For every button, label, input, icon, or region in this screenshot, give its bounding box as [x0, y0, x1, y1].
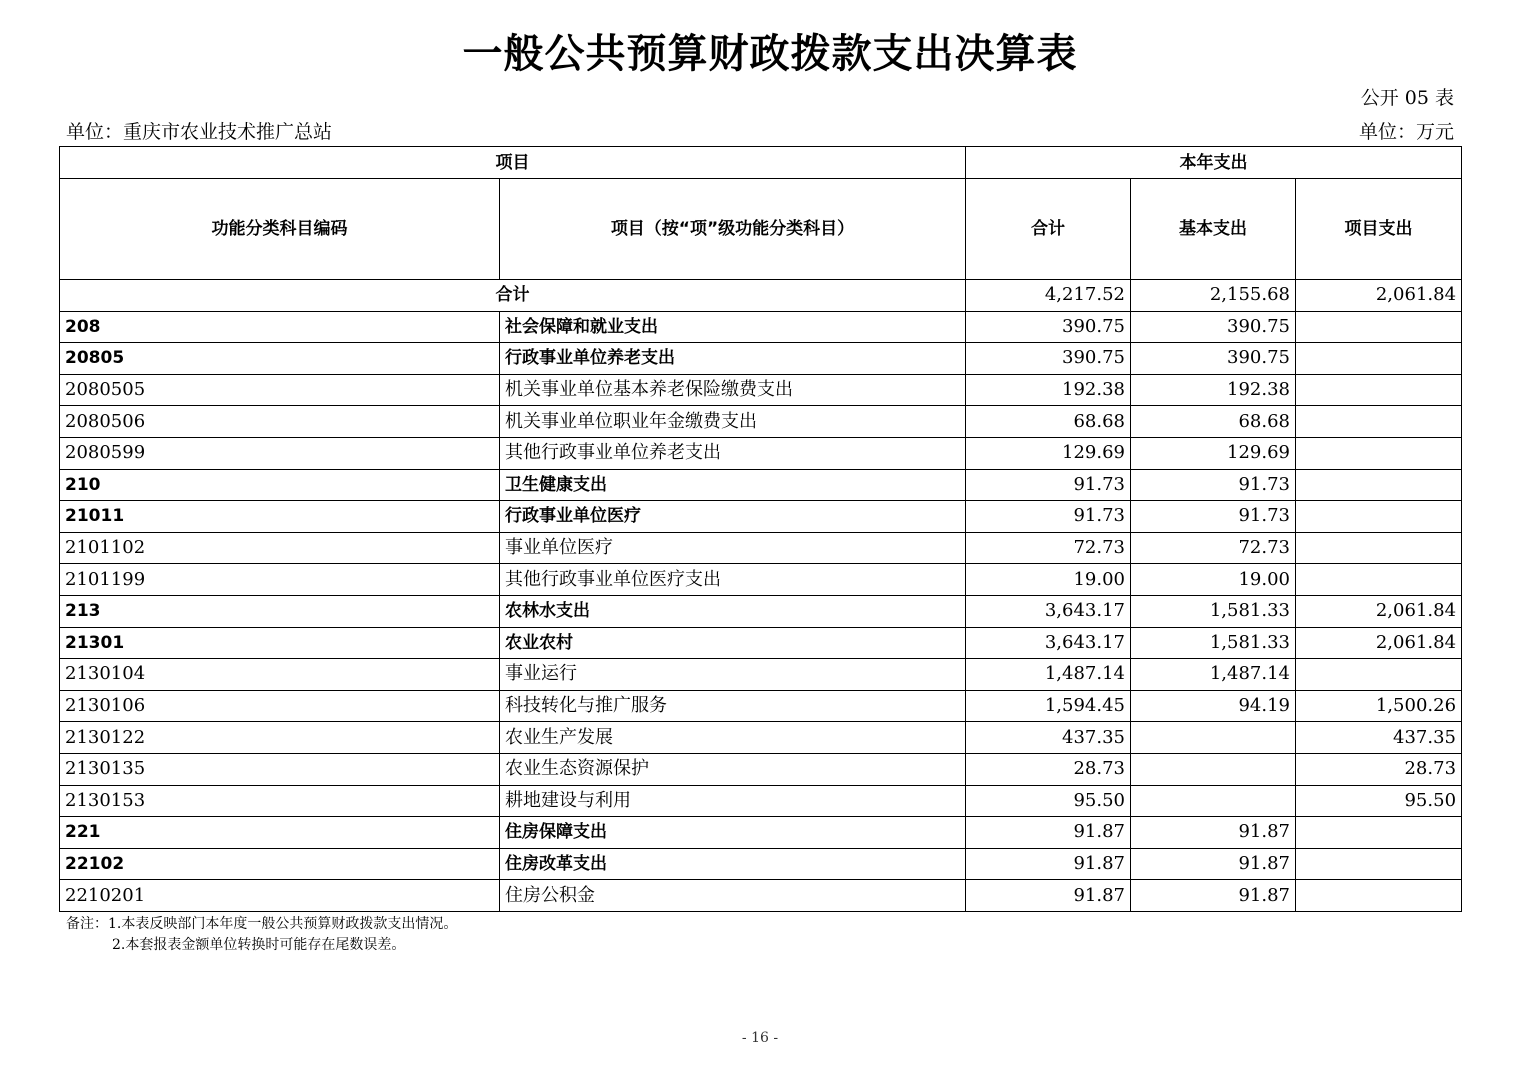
- row-total: 91.87: [966, 880, 1131, 912]
- row-project: [1296, 659, 1462, 691]
- row-project: [1296, 311, 1462, 343]
- row-code: 2130122: [60, 722, 500, 754]
- page-title: 一般公共预算财政拨款支出决算表: [462, 31, 1078, 77]
- row-name: 其他行政事业单位医疗支出: [500, 564, 966, 596]
- total-project: 2,061.84: [1296, 280, 1462, 312]
- row-basic: 1,581.33: [1131, 627, 1296, 659]
- row-project: 95.50: [1296, 785, 1462, 817]
- row-code: 2101102: [60, 532, 500, 564]
- row-basic: 91.87: [1131, 848, 1296, 880]
- row-total: 72.73: [966, 532, 1131, 564]
- row-code: 221: [60, 817, 500, 849]
- row-total: 68.68: [966, 406, 1131, 438]
- row-name: 农业生产发展: [500, 722, 966, 754]
- table-row: [60, 374, 1462, 406]
- row-project: [1296, 817, 1462, 849]
- row-project: [1296, 532, 1462, 564]
- table-row: [60, 848, 1462, 880]
- note-2: 2.本套报表金额单位转换时可能存在尾数误差。: [112, 937, 406, 953]
- row-code: 21301: [60, 627, 500, 659]
- row-name: 住房改革支出: [500, 848, 966, 880]
- header-project: 项目支出: [1296, 179, 1462, 280]
- table-row: [60, 880, 1462, 912]
- row-total: 91.87: [966, 848, 1131, 880]
- row-project: [1296, 848, 1462, 880]
- row-basic: 91.73: [1131, 501, 1296, 533]
- row-project: [1296, 880, 1462, 912]
- row-basic: [1131, 722, 1296, 754]
- table-number: 公开 05 表: [1360, 87, 1454, 109]
- total-amount: 4,217.52: [966, 280, 1131, 312]
- table-row: [60, 532, 1462, 564]
- row-total: 437.35: [966, 722, 1131, 754]
- row-code: 2101199: [60, 564, 500, 596]
- row-total: 28.73: [966, 753, 1131, 785]
- row-code: 2130135: [60, 753, 500, 785]
- row-basic: 129.69: [1131, 437, 1296, 469]
- row-code: 22102: [60, 848, 500, 880]
- table-row: [60, 690, 1462, 722]
- table-row: [60, 817, 1462, 849]
- table-row: [60, 437, 1462, 469]
- row-total: 91.73: [966, 501, 1131, 533]
- header-row-top: [60, 147, 1462, 179]
- row-code: 210: [60, 469, 500, 501]
- row-name: 行政事业单位养老支出: [500, 343, 966, 375]
- row-total: 19.00: [966, 564, 1131, 596]
- header-item: 项目: [60, 147, 966, 179]
- row-project: [1296, 469, 1462, 501]
- expenditure-table: [59, 146, 1462, 912]
- table-row: [60, 564, 1462, 596]
- row-project: [1296, 501, 1462, 533]
- row-basic: 1,581.33: [1131, 595, 1296, 627]
- row-total: 390.75: [966, 311, 1131, 343]
- row-project: 2,061.84: [1296, 627, 1462, 659]
- row-basic: [1131, 753, 1296, 785]
- table-row: [60, 469, 1462, 501]
- row-name: 行政事业单位医疗: [500, 501, 966, 533]
- row-code: 2080506: [60, 406, 500, 438]
- row-code: 2130104: [60, 659, 500, 691]
- row-total: 129.69: [966, 437, 1131, 469]
- row-basic: 192.38: [1131, 374, 1296, 406]
- row-project: 2,061.84: [1296, 595, 1462, 627]
- page-number: - 16 -: [741, 1030, 779, 1046]
- table-row: [60, 659, 1462, 691]
- row-basic: 91.87: [1131, 880, 1296, 912]
- row-basic: 72.73: [1131, 532, 1296, 564]
- row-project: [1296, 406, 1462, 438]
- row-total: 1,487.14: [966, 659, 1131, 691]
- row-code: 208: [60, 311, 500, 343]
- row-name: 事业运行: [500, 659, 966, 691]
- row-total: 192.38: [966, 374, 1131, 406]
- row-name: 农林水支出: [500, 595, 966, 627]
- row-project: [1296, 374, 1462, 406]
- row-project: [1296, 343, 1462, 375]
- row-basic: 19.00: [1131, 564, 1296, 596]
- row-basic: [1131, 785, 1296, 817]
- row-total: 3,643.17: [966, 627, 1131, 659]
- header-name: 项目（按“项”级功能分类科目）: [500, 179, 966, 280]
- row-code: 2210201: [60, 880, 500, 912]
- row-total: 390.75: [966, 343, 1131, 375]
- row-code: 20805: [60, 343, 500, 375]
- row-basic: 91.73: [1131, 469, 1296, 501]
- row-name: 农业农村: [500, 627, 966, 659]
- row-basic: 91.87: [1131, 817, 1296, 849]
- header-total: 合计: [966, 179, 1131, 280]
- row-project: 28.73: [1296, 753, 1462, 785]
- row-project: [1296, 437, 1462, 469]
- row-name: 卫生健康支出: [500, 469, 966, 501]
- table-row: [60, 501, 1462, 533]
- header-row-bottom: [60, 179, 1462, 280]
- table-row: [60, 311, 1462, 343]
- table-row: [60, 406, 1462, 438]
- unit-currency: 单位：万元: [1358, 121, 1454, 143]
- row-basic: 390.75: [1131, 343, 1296, 375]
- row-total: 3,643.17: [966, 595, 1131, 627]
- row-code: 2130106: [60, 690, 500, 722]
- row-total: 91.73: [966, 469, 1131, 501]
- row-basic: 1,487.14: [1131, 659, 1296, 691]
- row-project: [1296, 564, 1462, 596]
- row-code: 213: [60, 595, 500, 627]
- row-name: 耕地建设与利用: [500, 785, 966, 817]
- row-basic: 390.75: [1131, 311, 1296, 343]
- row-project: 437.35: [1296, 722, 1462, 754]
- row-name: 社会保障和就业支出: [500, 311, 966, 343]
- row-code: 2130153: [60, 785, 500, 817]
- table-row: [60, 753, 1462, 785]
- row-total: 1,594.45: [966, 690, 1131, 722]
- table-row: [60, 627, 1462, 659]
- notes: [66, 914, 457, 956]
- row-name: 机关事业单位职业年金缴费支出: [500, 406, 966, 438]
- total-basic: 2,155.68: [1131, 280, 1296, 312]
- note-1: 备注：1.本表反映部门本年度一般公共预算财政拨款支出情况。: [66, 916, 458, 932]
- row-total: 95.50: [966, 785, 1131, 817]
- row-code: 2080599: [60, 437, 500, 469]
- row-basic: 68.68: [1131, 406, 1296, 438]
- row-total: 91.87: [966, 817, 1131, 849]
- total-row: [60, 280, 1462, 312]
- table-row: [60, 595, 1462, 627]
- header-basic: 基本支出: [1131, 179, 1296, 280]
- row-code: 2080505: [60, 374, 500, 406]
- row-name: 科技转化与推广服务: [500, 690, 966, 722]
- table-row: [60, 785, 1462, 817]
- row-basic: 94.19: [1131, 690, 1296, 722]
- table-row: [60, 343, 1462, 375]
- row-name: 机关事业单位基本养老保险缴费支出: [500, 374, 966, 406]
- row-name: 住房保障支出: [500, 817, 966, 849]
- row-name: 其他行政事业单位养老支出: [500, 437, 966, 469]
- row-code: 21011: [60, 501, 500, 533]
- header-this-year: 本年支出: [966, 147, 1462, 179]
- unit-organization: 单位：重庆市农业技术推广总站: [66, 121, 333, 143]
- header-code: 功能分类科目编码: [60, 179, 500, 280]
- row-name: 住房公积金: [500, 880, 966, 912]
- row-name: 农业生态资源保护: [500, 753, 966, 785]
- row-project: 1,500.26: [1296, 690, 1462, 722]
- row-name: 事业单位医疗: [500, 532, 966, 564]
- total-label: 合计: [60, 280, 966, 312]
- table-row: [60, 722, 1462, 754]
